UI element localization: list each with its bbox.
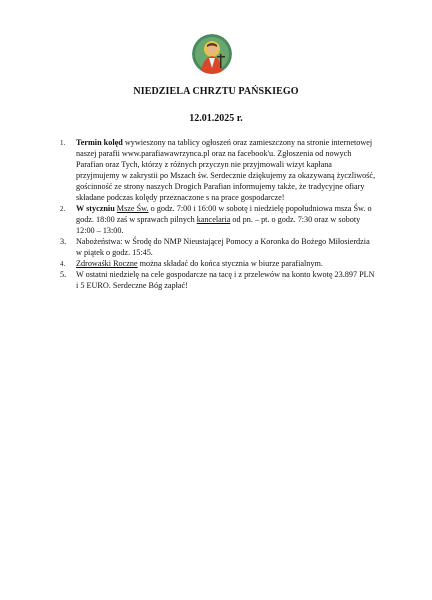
page-date: 12.01.2025 r. xyxy=(189,113,243,124)
list-item xyxy=(56,258,376,269)
masses-link: Msze Św. xyxy=(116,204,149,213)
item-heading: Zdrowaśki Roczne xyxy=(76,259,138,268)
item-text: W ostatni niedzielę na cele gospodarcze na tacę i z przelewów na konto kwotę 23.897 PLN i 5 EURO. Serdeczne Bóg zapłać! xyxy=(76,270,375,290)
item-heading: W styczniu xyxy=(76,204,115,213)
item-number: 2. xyxy=(60,205,66,213)
item-number: 4. xyxy=(60,260,66,268)
item-text: wywieszony na tablicy ogłoszeń oraz zamieszczony na stronie internetowej naszej parafii www.parafiawawrzynca.pl oraz na facebook'u. Zgłoszenia od nowych Parafian oraz Tych, którzy z różnych przyczyn nie przyjmowali wizyt kapłana przyjmujemy w zakrystii po Mszach św. Serdecznie dziękujemy za okazywaną życzliwość, gościnność ze strony naszych Drogich Parafian informujemy także, że tradycyjne ofiary składane podczas kolędy przeznaczone s na prace gospodarcze! xyxy=(76,138,376,202)
item-text: można składać do końca stycznia w biurze parafialnym. xyxy=(137,259,323,268)
item-text: Nabożeństwa: w Środę do NMP Nieustającej Pomocy a Koronka do Bożego Miłosierdzia w piątek o godz. 15:45. xyxy=(76,237,370,257)
list-item xyxy=(56,137,376,203)
item-number: 5. xyxy=(60,270,67,279)
item-number: 3. xyxy=(60,237,67,246)
item-text: o godz. 7:00 i 16:00 w sobotę i niedzielę popołudniowa msza Św. o godz. 18:00 zaś w sprawach pilnych xyxy=(76,204,372,224)
office-link: kancelaria xyxy=(196,215,231,224)
item-text-end: od pn. – pt. o godz. 7:30 oraz w soboty 12:00 – 13:00. xyxy=(76,215,361,235)
list-item xyxy=(56,236,376,258)
list-item xyxy=(56,269,376,291)
page-title: NIEDZIELA CHRZTU PAŃSKIEGO xyxy=(133,86,299,97)
announcement-list xyxy=(56,137,376,291)
saint-portrait-icon xyxy=(192,34,232,74)
item-heading: Termin kolęd xyxy=(76,138,123,147)
item-number: 1. xyxy=(60,139,66,147)
list-item xyxy=(56,203,376,236)
